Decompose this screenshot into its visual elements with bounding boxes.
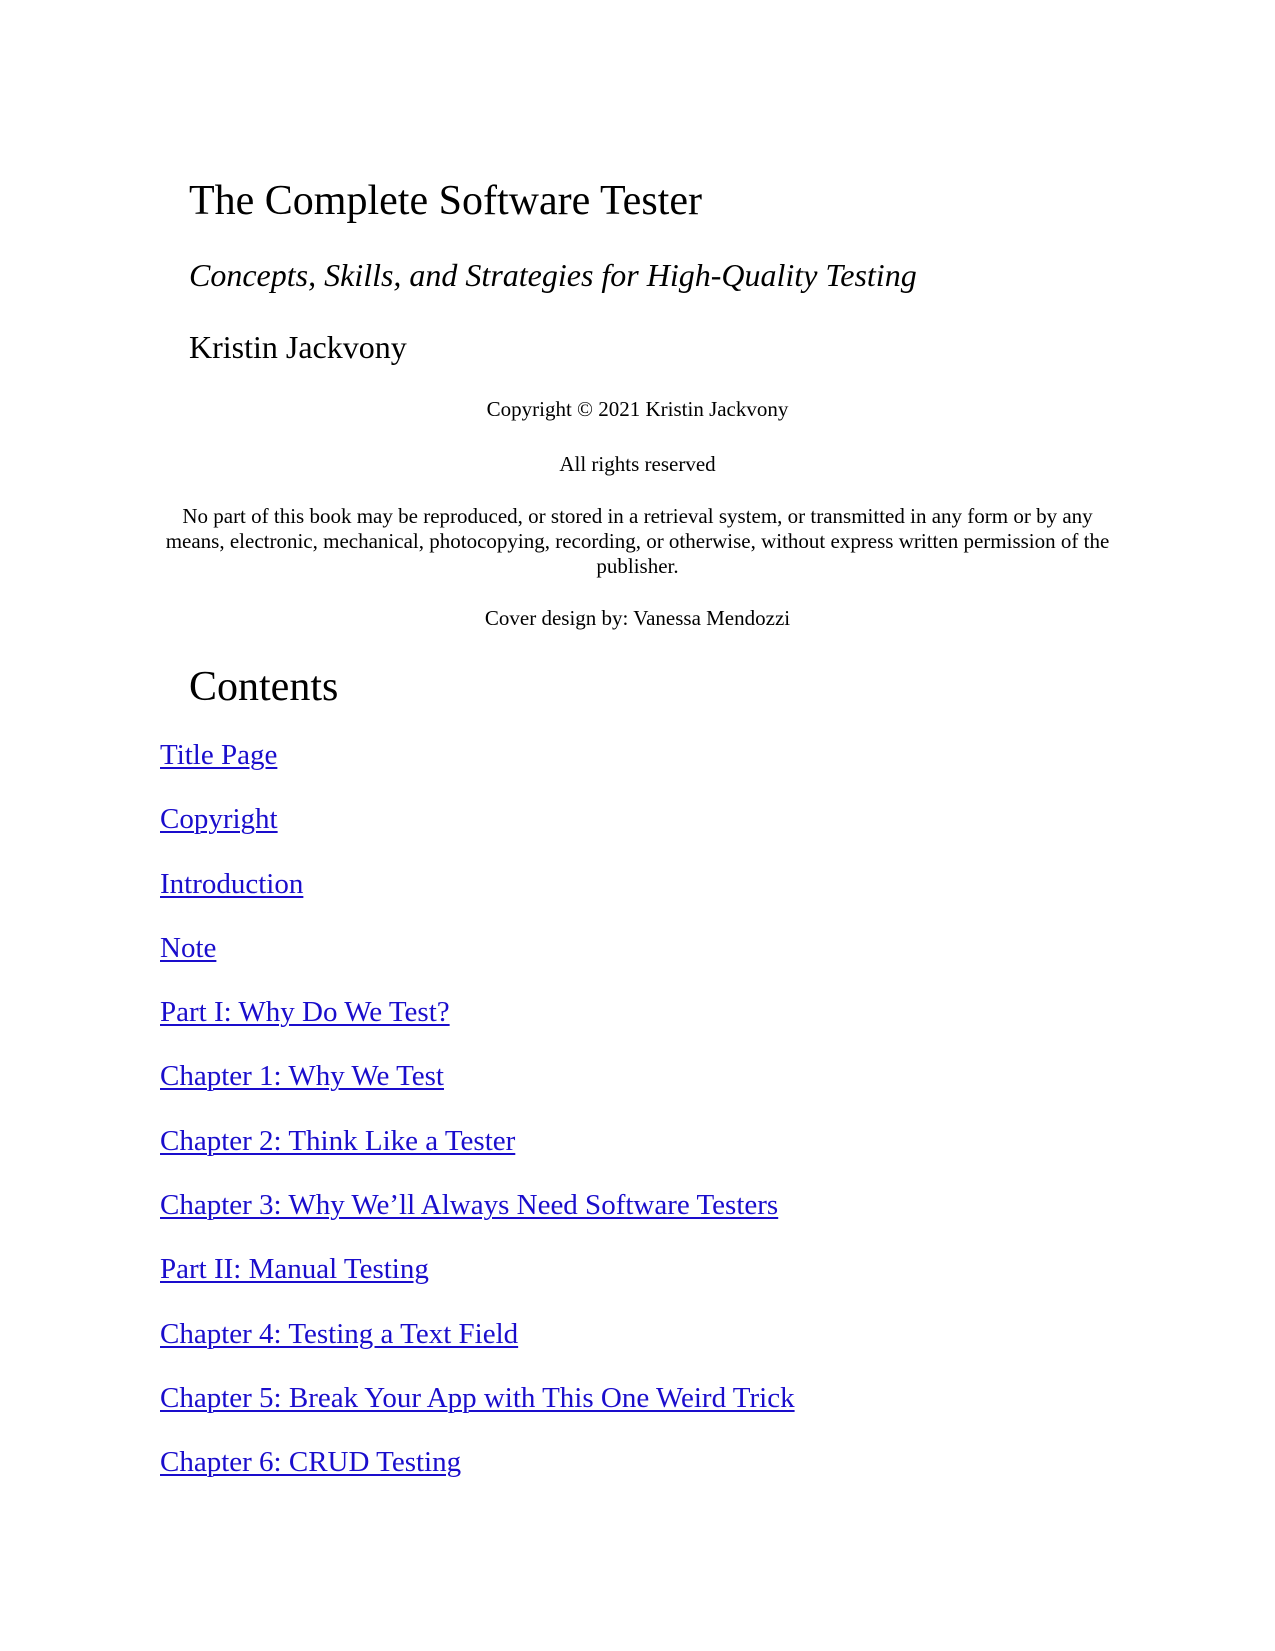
table-of-contents: [160, 738, 795, 1510]
toc-item: [160, 1381, 795, 1445]
toc-link-part-2[interactable]: Part II: Manual Testing: [160, 1253, 429, 1286]
toc-item: [160, 1317, 795, 1381]
toc-link-introduction[interactable]: Introduction: [160, 867, 304, 900]
toc-item: [160, 931, 795, 995]
toc-link-chapter-5[interactable]: Chapter 5: Break Your App with This One Weird Trick: [160, 1381, 795, 1414]
reproduction-notice: No part of this book may be reproduced, or stored in a retrieval system, or transmitted in any form or by any means, electronic, mechanical, photocopying, recording, or otherwise, without express written permission of the publisher.: [165, 504, 1110, 578]
copyright-line: Copyright © 2021 Kristin Jackvony: [486, 397, 789, 421]
toc-link-title-page[interactable]: Title Page: [160, 739, 278, 771]
toc-link-chapter-6[interactable]: Chapter 6: CRUD Testing: [160, 1446, 462, 1479]
contents-heading: Contents: [189, 664, 339, 710]
toc-item: [160, 1252, 795, 1316]
toc-item: [160, 738, 795, 802]
book-author: Kristin Jackvony: [189, 329, 407, 365]
rights-reserved: All rights reserved: [559, 452, 716, 476]
toc-item: [160, 1124, 795, 1188]
toc-item: [160, 867, 795, 931]
cover-design-credit: Cover design by: Vanessa Mendozzi: [484, 606, 791, 630]
toc-link-copyright[interactable]: Copyright: [160, 803, 278, 836]
book-subtitle: Concepts, Skills, and Strategies for High-Quality Testing: [189, 257, 917, 293]
toc-link-chapter-1[interactable]: Chapter 1: Why We Test: [160, 1060, 444, 1093]
toc-link-chapter-3[interactable]: Chapter 3: Why We’ll Always Need Software Testers: [160, 1189, 779, 1222]
toc-item: [160, 1445, 795, 1509]
toc-link-part-1[interactable]: Part I: Why Do We Test?: [160, 996, 450, 1029]
toc-item: [160, 1188, 795, 1252]
toc-link-note[interactable]: Note: [160, 931, 217, 964]
toc-item: [160, 1059, 795, 1123]
book-title: The Complete Software Tester: [189, 178, 702, 224]
toc-link-chapter-4[interactable]: Chapter 4: Testing a Text Field: [160, 1317, 519, 1350]
toc-link-chapter-2[interactable]: Chapter 2: Think Like a Tester: [160, 1124, 516, 1157]
toc-item: [160, 802, 795, 866]
toc-item: [160, 995, 795, 1059]
